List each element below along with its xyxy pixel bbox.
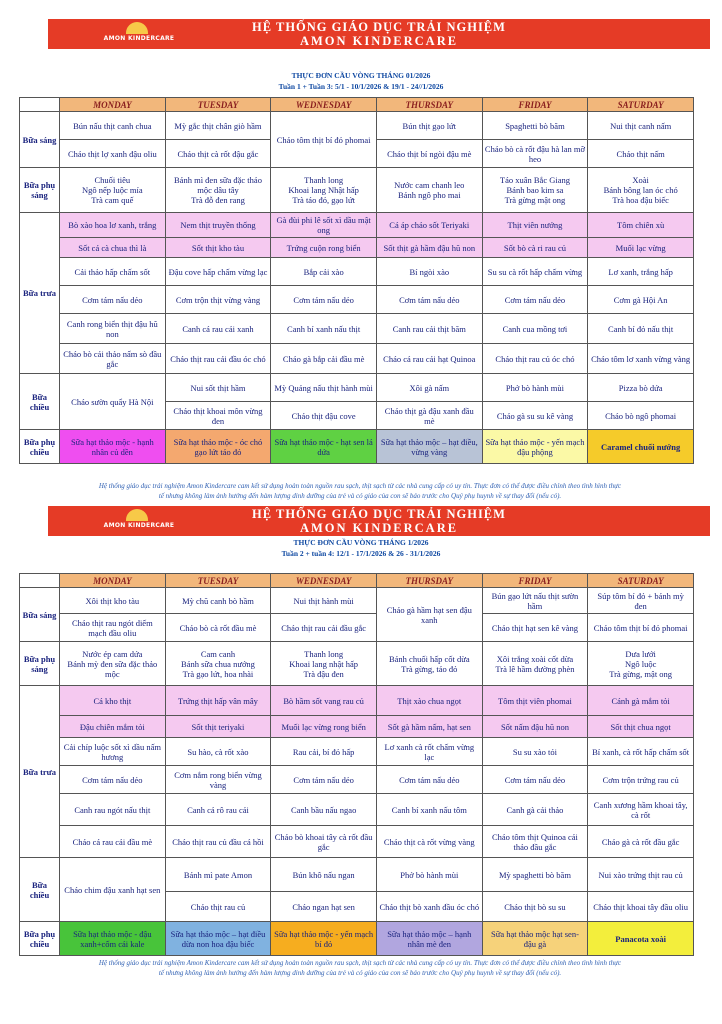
menu-cell: Sữa hạt thảo mộc - yến mạch đậu phộng bbox=[482, 430, 588, 464]
menu-subtitle: Tuần 2 + tuần 4: 12/1 - 17/1/2026 & 26 - 31/1/2026 bbox=[281, 549, 441, 558]
menu-cell: Cháo tôm thịt bí đỏ phomai bbox=[271, 112, 377, 168]
menu-cell: Cháo tôm thịt Quinoa cải thảo đầu gắc bbox=[482, 826, 588, 858]
logo-text: AMON KINDERCARE bbox=[103, 35, 175, 42]
menu-cell: Pizza bò dứa bbox=[588, 374, 694, 402]
amon-logo-icon bbox=[100, 508, 178, 534]
menu-table bbox=[19, 97, 694, 464]
menu-cell: Cháo bò cà rốt đậu hà lan mỡ heo bbox=[482, 140, 588, 168]
meal-label-snack-am: Bữa phụ sáng bbox=[20, 642, 60, 686]
header-banner bbox=[48, 506, 710, 536]
menu-cell: Cháo thịt rau củ đầu cá hồi bbox=[165, 826, 271, 858]
menu-cell: Cơm tám nấu dẻo bbox=[271, 766, 377, 794]
day-header: SATURDAY bbox=[588, 574, 694, 588]
menu-cell: Cháo thịt khoai tây đầu oliu bbox=[588, 892, 694, 922]
menu-cell: Nước cam chanh leo Bánh ngô pho mai bbox=[376, 168, 482, 213]
header-banner bbox=[48, 19, 710, 49]
menu-cell: Nước ép cam dứa Bánh mỳ đen sữa đặc thảo mộc bbox=[60, 642, 166, 686]
menu-cell: Thịt viên nướng bbox=[482, 213, 588, 238]
menu-cell: Cháo thịt hạt sen kê vàng bbox=[482, 614, 588, 642]
menu-cell: Cơm trộn trứng rau củ bbox=[588, 766, 694, 794]
menu-cell: Canh rau cải thịt băm bbox=[376, 314, 482, 344]
meal-label-snack-am: Bữa phụ sáng bbox=[20, 168, 60, 213]
menu-cell: Nui thịt hành mùi bbox=[271, 588, 377, 614]
day-header: THURSDAY bbox=[376, 574, 482, 588]
menu-cell: Dưa lưới Ngô luộc Trà gừng, mật ong bbox=[588, 642, 694, 686]
menu-cell: Cháo tôm lơ xanh vừng vàng bbox=[588, 344, 694, 374]
meal-label-afternoon: Bữa chiều bbox=[20, 374, 60, 430]
amon-logo-icon bbox=[100, 21, 178, 47]
menu-cell: Bò hầm sốt vang rau củ bbox=[271, 686, 377, 716]
menu-cell: Tôm thịt viên phomai bbox=[482, 686, 588, 716]
menu-cell: Sốt thịt chua ngọt bbox=[588, 716, 694, 738]
menu-cell: Tôm chiên xù bbox=[588, 213, 694, 238]
menu-cell: Nui sốt thịt hầm bbox=[165, 374, 271, 402]
menu-cell: Chuối tiêu Ngô nếp luộc mía Trà cam quế bbox=[60, 168, 166, 213]
menu-cell: Canh xương hầm khoai tây, cà rốt bbox=[588, 794, 694, 826]
menu-cell: Thanh long Khoai lang nhật hấp Trà đậu đen bbox=[271, 642, 377, 686]
day-header: WEDNESDAY bbox=[271, 98, 377, 112]
banner-brand: AMON KINDERCARE bbox=[299, 521, 459, 535]
menu-cell: Canh bí xanh nấu tôm bbox=[376, 794, 482, 826]
menu-cell: Cháo thịt rau củ bbox=[165, 892, 271, 922]
menu-cell: Táo xuân Bắc Giang Bánh bao kim sa Trà gừng mật ong bbox=[482, 168, 588, 213]
day-header: TUESDAY bbox=[165, 574, 271, 588]
menu-cell: Bánh chuối hấp cốt dừa Trà gừng, táo đỏ bbox=[376, 642, 482, 686]
menu-cell: Sữa hạt thảo mộc - hạt sen lá dứa bbox=[271, 430, 377, 464]
menu-cell: Cháo thịt rau cải đầu gắc bbox=[271, 614, 377, 642]
menu-cell: Trứng cuộn rong biển bbox=[271, 238, 377, 258]
meal-label-lunch: Bữa trưa bbox=[20, 213, 60, 374]
menu-cell: Sốt cá cà chua thì là bbox=[60, 238, 166, 258]
logo-text: AMON KINDERCARE bbox=[103, 522, 175, 529]
menu-cell: Mỳ spaghetti bò băm bbox=[482, 858, 588, 892]
menu-cell: Sốt gà hầm nấm, hạt sen bbox=[376, 716, 482, 738]
day-header: MONDAY bbox=[60, 98, 166, 112]
menu-cell: Sữa hạt thảo mộc – hạnh nhân mè đen bbox=[376, 922, 482, 956]
menu-cell: Cơm tám nấu dẻo bbox=[376, 766, 482, 794]
menu-cell: Trứng thịt hấp vân mây bbox=[165, 686, 271, 716]
menu-cell: Nui thịt canh nấm bbox=[588, 112, 694, 140]
menu-cell: Canh cua mồng tơi bbox=[482, 314, 588, 344]
menu-cell: Su su xào tỏi bbox=[482, 738, 588, 766]
meal-label-snack-pm: Bữa phụ chiều bbox=[20, 430, 60, 464]
menu-cell: Mỳ Quảng nấu thịt hành mùi bbox=[271, 374, 377, 402]
menu-cell: Sữa hạt thảo mộc - óc chó gạo lứt táo đỏ bbox=[165, 430, 271, 464]
menu-cell: Canh gà cải thảo bbox=[482, 794, 588, 826]
menu-cell: Thịt xào chua ngọt bbox=[376, 686, 482, 716]
menu-cell: Cơm tám nấu dẻo bbox=[60, 286, 166, 314]
menu-cell: Cháo thịt lợ xanh đậu oliu bbox=[60, 140, 166, 168]
menu-cell: Sữa hạt thảo mộc hạt sen- đậu gà bbox=[482, 922, 588, 956]
menu-cell: Bún gạo lứt nấu thịt sườn hầm bbox=[482, 588, 588, 614]
day-header: WEDNESDAY bbox=[271, 574, 377, 588]
menu-cell: Bí xanh, cà rốt hấp chấm sốt bbox=[588, 738, 694, 766]
menu-cell: Cháo tôm thịt bí đỏ phomai bbox=[588, 614, 694, 642]
menu-cell: Cháo cá rau cải đầu mè bbox=[60, 826, 166, 858]
menu-cell: Cháo thịt bò xanh đầu óc chó bbox=[376, 892, 482, 922]
banner-brand: AMON KINDERCARE bbox=[299, 34, 459, 48]
menu-cell: Cháo thịt rau cải đầu óc chó bbox=[165, 344, 271, 374]
menu-cell: Sữa hạt thảo mộc - đậu xanh+cốm cái kale bbox=[60, 922, 166, 956]
menu-cell: Cháo thịt cà rốt đậu gắc bbox=[165, 140, 271, 168]
menu-cell: Canh rong biển thịt đậu hũ non bbox=[60, 314, 166, 344]
meal-label-afternoon: Bữa chiều bbox=[20, 858, 60, 922]
menu-cell: Panacota xoài bbox=[588, 922, 694, 956]
menu-cell: Cháo bò cải thảo nấm sò đầu gắc bbox=[60, 344, 166, 374]
menu-cell: Cháo gà bắp cải đầu mè bbox=[271, 344, 377, 374]
menu-cell: Cháo bò khoai tây cà rốt đầu gắc bbox=[271, 826, 377, 858]
menu-cell: Cơm gà Hội An bbox=[588, 286, 694, 314]
menu-cell: Cháo thịt bí ngòi đậu mè bbox=[376, 140, 482, 168]
menu-cell: Gà đùi phi lê sốt xì dầu mật ong bbox=[271, 213, 377, 238]
day-header: THURSDAY bbox=[376, 98, 482, 112]
menu-cell: Cam canh Bánh sữa chua nướng Trà gạo lứt, hoa nhài bbox=[165, 642, 271, 686]
meal-label-lunch: Bữa trưa bbox=[20, 686, 60, 858]
menu-cell: Đậu chiên mắm tỏi bbox=[60, 716, 166, 738]
menu-cell: Cháo gà hầm hạt sen đậu xanh bbox=[376, 588, 482, 642]
menu-cell: Caramel chuối nướng bbox=[588, 430, 694, 464]
menu-cell: Cháo ngan hạt sen bbox=[271, 892, 377, 922]
menu-cell: Xôi thịt kho tàu bbox=[60, 588, 166, 614]
menu-cell: Cháo bò cà rốt đầu mè bbox=[165, 614, 271, 642]
menu-cell: Cháo thịt bò su su bbox=[482, 892, 588, 922]
menu-cell: Cháo cá rau cải hạt Quinoa bbox=[376, 344, 482, 374]
menu-cell: Sốt bò cà ri rau củ bbox=[482, 238, 588, 258]
menu-cell: Muối lạc vừng rong biển bbox=[271, 716, 377, 738]
day-header: TUESDAY bbox=[165, 98, 271, 112]
menu-cell: Cháo thịt rau ngót diếm mạch đầu oliu bbox=[60, 614, 166, 642]
menu-cell: Sốt thịt gà hầm đậu hũ non bbox=[376, 238, 482, 258]
menu-cell: Sốt nấm đậu hũ non bbox=[482, 716, 588, 738]
footnote: Hệ thống giáo dục trải nghiệm Amon Kindercare cam kết sử dụng hoàn toàn nguồn rau sạch, thịt sạch từ các nhà cung cấp có uy tín. Thực đơn có thể được điều chỉnh theo tình hình thực bbox=[98, 482, 622, 490]
menu-cell: Cá áp chảo sốt Teriyaki bbox=[376, 213, 482, 238]
day-header-row bbox=[20, 98, 694, 112]
menu-cell: Cơm tám nấu dẻo bbox=[60, 766, 166, 794]
menu-cell: Cải chíp luộc sốt xì dầu nấm hương bbox=[60, 738, 166, 766]
menu-cell: Canh bầu nấu ngao bbox=[271, 794, 377, 826]
menu-cell: Cháo thịt cà rốt vừng vàng bbox=[376, 826, 482, 858]
menu-cell: Bắp cải xào bbox=[271, 258, 377, 286]
day-header: SATURDAY bbox=[588, 98, 694, 112]
menu-cell: Muối lạc vừng bbox=[588, 238, 694, 258]
menu-cell: Bánh mì đen sữa đặc thảo mộc dâu tây Trà đỗ đen rang bbox=[165, 168, 271, 213]
menu-cell: Bún thịt gạo lứt bbox=[376, 112, 482, 140]
menu-cell: Xoài Bánh bông lan óc chó Trà hoa đậu biếc bbox=[588, 168, 694, 213]
menu-cell: Sữa hạt thảo mộc - yến mạch bí đỏ bbox=[271, 922, 377, 956]
menu-cell: Lơ xanh, trắng hấp bbox=[588, 258, 694, 286]
menu-title: THỰC ĐƠN CẦU VÒNG THÁNG 01/2026 bbox=[291, 71, 431, 80]
menu-cell: Rau cải, bí đỏ hấp bbox=[271, 738, 377, 766]
menu-cell: Lơ xanh cà rốt chấm vừng lạc bbox=[376, 738, 482, 766]
menu-cell: Cải thảo hấp chấm sốt bbox=[60, 258, 166, 286]
banner-title: HỆ THỐNG GIÁO DỤC TRẢI NGHIỆM bbox=[252, 507, 506, 521]
menu-cell: Cháo gà su su kê vàng bbox=[482, 402, 588, 430]
menu-cell: Bánh mì pate Amon bbox=[165, 858, 271, 892]
menu-cell: Súp tôm bí đỏ + bánh mỳ đen bbox=[588, 588, 694, 614]
menu-cell: Cháo sườn quẩy Hà Nội bbox=[60, 374, 166, 430]
day-header: FRIDAY bbox=[482, 98, 588, 112]
menu-cell: Canh bí xanh nấu thịt bbox=[271, 314, 377, 344]
menu-cell: Phở bò hành mùi bbox=[376, 858, 482, 892]
menu-cell: Đậu cove hấp chấm vừng lạc bbox=[165, 258, 271, 286]
menu-cell: Su hào, cà rốt xào bbox=[165, 738, 271, 766]
menu-cell: Canh rau ngót nấu thịt bbox=[60, 794, 166, 826]
menu-cell: Nem thịt truyền thống bbox=[165, 213, 271, 238]
meal-label-snack-pm: Bữa phụ chiều bbox=[20, 922, 60, 956]
menu-cell: Phở bò hành mùi bbox=[482, 374, 588, 402]
footnote: Hệ thống giáo dục trải nghiệm Amon Kindercare cam kết sử dụng hoàn toàn nguồn rau sạch, thịt sạch từ các nhà cung cấp có uy tín. Thực đơn có thể được điều chỉnh theo tình hình thực bbox=[98, 959, 622, 967]
menu-cell: Cháo bò ngô phomai bbox=[588, 402, 694, 430]
menu-cell: Canh cá rau cải xanh bbox=[165, 314, 271, 344]
menu-cell: Cháo gà cà rốt đầu gắc bbox=[588, 826, 694, 858]
menu-cell: Cánh gà mắm tỏi bbox=[588, 686, 694, 716]
menu-cell: Cơm tám nấu dẻo bbox=[482, 766, 588, 794]
menu-cell: Sữa hạt thảo mộc - hạnh nhân củ dền bbox=[60, 430, 166, 464]
banner-title: HỆ THỐNG GIÁO DỤC TRẢI NGHIỆM bbox=[252, 20, 506, 34]
menu-cell: Bí ngòi xào bbox=[376, 258, 482, 286]
menu-cell: Canh bí đỏ nấu thịt bbox=[588, 314, 694, 344]
menu-cell: Sữa hạt thảo mộc – hạt điều, vừng vàng bbox=[376, 430, 482, 464]
menu-subtitle: Tuần 1 + Tuần 3: 5/1 - 10/1/2026 & 19/1 - 24//1/2026 bbox=[278, 82, 444, 91]
menu-cell: Sốt thịt teriyaki bbox=[165, 716, 271, 738]
menu-cell: Cháo thịt khoai môn vừng đen bbox=[165, 402, 271, 430]
menu-cell: Cháo thịt gà đậu xanh đầu mè bbox=[376, 402, 482, 430]
menu-cell: Thanh long Khoai lang Nhật hấp Trà táo đỏ, gạo lứt bbox=[271, 168, 377, 213]
menu-cell: Cá kho thịt bbox=[60, 686, 166, 716]
menu-cell: Cơm tám nấu dẻo bbox=[482, 286, 588, 314]
menu-cell: Cơm nắm rong biển vừng vàng bbox=[165, 766, 271, 794]
menu-cell: Bún nấu thịt canh chua bbox=[60, 112, 166, 140]
meal-label-breakfast: Bữa sáng bbox=[20, 588, 60, 642]
menu-cell: Cháo thịt rau củ óc chó bbox=[482, 344, 588, 374]
day-header: MONDAY bbox=[60, 574, 166, 588]
footnote: tế nhưng không làm ảnh hưởng đến hàm lượng dinh dưỡng của trẻ và có giáo của con sẽ báo trước cho Quý phụ huynh về sự thay đổi (nếu có). bbox=[158, 969, 562, 977]
menu-cell: Xôi gà nấm bbox=[376, 374, 482, 402]
day-header: FRIDAY bbox=[482, 574, 588, 588]
menu-cell: Cháo thịt đậu cove bbox=[271, 402, 377, 430]
menu-cell: Sốt thịt kho tàu bbox=[165, 238, 271, 258]
footnote: tế nhưng không làm ảnh hưởng đến hàm lượng dinh dưỡng của trẻ và có giáo của con sẽ báo trước cho Quý phụ huynh về sự thay đổi (nếu có). bbox=[158, 492, 562, 500]
day-header-row bbox=[20, 574, 694, 588]
menu-title: THỰC ĐƠN CẦU VÒNG THÁNG 1/2026 bbox=[293, 538, 429, 547]
menu-cell: Cháo chim đậu xanh hạt sen bbox=[60, 858, 166, 922]
menu-cell: Su su cà rốt hấp chấm vừng bbox=[482, 258, 588, 286]
menu-cell: Cơm tám nấu dẻo bbox=[376, 286, 482, 314]
menu-cell: Cháo thịt nấm bbox=[588, 140, 694, 168]
menu-cell: Sữa hạt thảo mộc – hạt điều dừa non hoa đậu biếc bbox=[165, 922, 271, 956]
meal-label-breakfast: Bữa sáng bbox=[20, 112, 60, 168]
menu-cell: Mỳ gắc thịt chân giò hầm bbox=[165, 112, 271, 140]
menu-cell: Cơm tám nấu dẻo bbox=[271, 286, 377, 314]
menu-cell: Mỳ chũ canh bò hầm bbox=[165, 588, 271, 614]
menu-cell: Bún khô nấu ngan bbox=[271, 858, 377, 892]
menu-cell: Canh cá rô rau cải bbox=[165, 794, 271, 826]
menu-table bbox=[19, 573, 694, 956]
menu-cell: Bò xào hoa lơ xanh, trắng bbox=[60, 213, 166, 238]
menu-cell: Xôi trắng xoài cốt dừa Trà lê hầm đường phèn bbox=[482, 642, 588, 686]
menu-cell: Spaghetti bò băm bbox=[482, 112, 588, 140]
menu-cell: Cơm trộn thịt vừng vàng bbox=[165, 286, 271, 314]
menu-cell: Nui xào trứng thịt rau củ bbox=[588, 858, 694, 892]
